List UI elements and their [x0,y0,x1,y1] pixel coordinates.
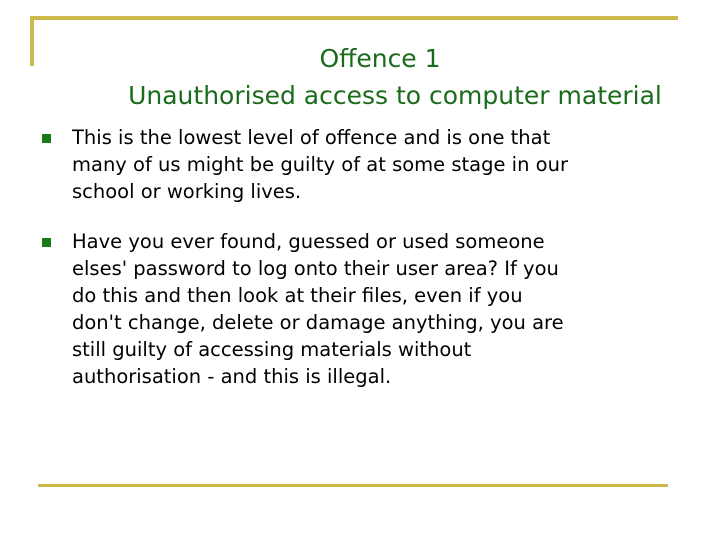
bullet-2-line-6: authorisation - and this is illegal. [72,365,392,388]
left-decorative-rule [30,16,34,66]
bottom-decorative-rule [38,484,668,487]
bullet-text-2 [72,228,670,390]
bullet-2-line-1: Have you ever found, guessed or used someone [72,230,545,253]
bullet-1-line-3: school or working lives. [72,180,302,203]
bullet-list [40,124,670,413]
square-bullet-icon [42,238,51,247]
bullet-2-line-3: do this and then look at their files, even if you [72,284,523,307]
bullet-2-line-2: elses' password to log onto their user area? If you [72,257,559,280]
top-decorative-rule [30,16,678,20]
bullet-2-line-4: don't change, delete or damage anything, you are [72,311,564,334]
bullet-item-2 [40,228,670,390]
slide-title [40,40,720,114]
bullet-2-line-5: still guilty of accessing materials without [72,338,472,361]
title-line-2: Unauthorised access to computer material [128,81,662,110]
bullet-item-1 [40,124,670,205]
bullet-text-1 [72,124,670,205]
bullet-1-line-2: many of us might be guilty of at some stage in our [72,153,568,176]
title-line-1: Offence 1 [319,44,441,73]
square-bullet-icon [42,134,51,143]
bullet-1-line-1: This is the lowest level of offence and is one that [72,126,551,149]
